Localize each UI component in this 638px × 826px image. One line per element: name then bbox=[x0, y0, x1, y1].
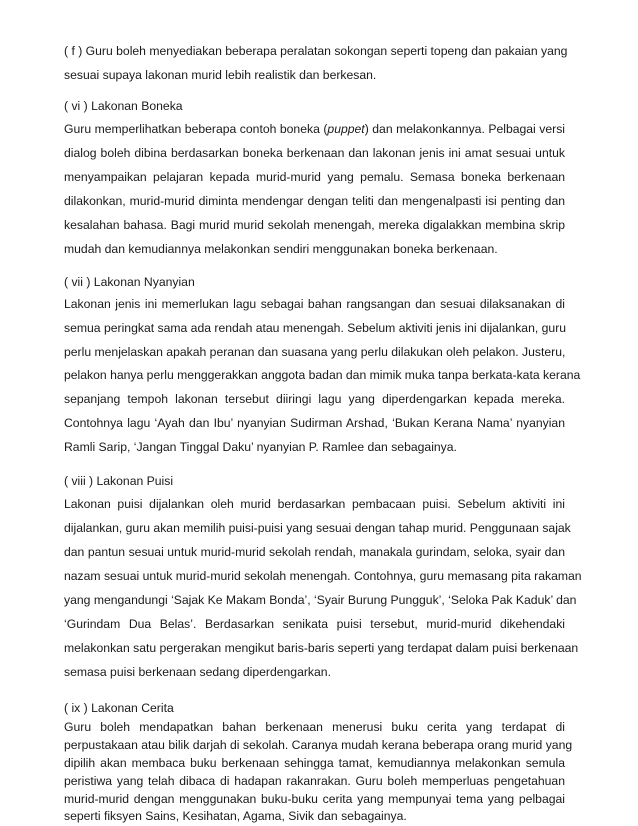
paragraph-line: dipilih akan membaca buku berkenaan sehingga tamat, kemudiannya melakonkan semula bbox=[64, 756, 565, 770]
paragraph-line: seperti fiksyen Sains, Kesihatan, Agama, Sivik dan sebagainya. bbox=[64, 809, 407, 823]
paragraph-line: kesalahan bahasa. Bagi murid murid sekolah menengah, mereka digalakkan membina skrip bbox=[64, 218, 565, 232]
paragraph-line: mudah dan kemudiannya melakonkan sendiri menggunakan boneka berkenaan. bbox=[64, 242, 498, 256]
paragraph-line: Guru memperlihatkan beberapa contoh boneka (puppet) dan melakonkannya. Pelbagai versi bbox=[64, 122, 565, 136]
paragraph-line: perpustakaan atau bilik darjah di sekolah. Caranya mudah kerana beberapa orang murid yang bbox=[64, 738, 573, 752]
section-heading: ( viii ) Lakonan Puisi bbox=[64, 474, 174, 488]
paragraph-line: yang mengandungi ‘Sajak Ke Makam Bonda’, ‘Syair Burung Pungguk’, ‘Seloka Pak Kaduk’ dan bbox=[64, 593, 577, 607]
paragraph-line: Lakonan puisi dijalankan oleh murid berdasarkan pembacaan puisi. Sebelum aktiviti ini bbox=[64, 497, 565, 511]
paragraph-line: semua peringkat sama ada rendah atau menengah. Sebelum aktiviti jenis ini dijalankan, guru bbox=[64, 321, 567, 335]
paragraph-line: melakonkan satu pergerakan mengikut baris-baris seperti yang terdapat dalam puisi berkenaan bbox=[64, 641, 579, 655]
paragraph-line: dijalankan, guru akan memilih puisi-puisi yang sesuai dengan tahap murid. Penggunaan sajak bbox=[64, 521, 571, 535]
paragraph-line: Contohnya lagu ‘Ayah dan Ibu’ nyanyian Sudirman Arshad, ‘Bukan Kerana Nama’ nyanyian bbox=[64, 416, 565, 430]
paragraph-line: dilakonkan, murid-murid diminta mendengar dengan teliti dan mengenalpasti isi penting dan bbox=[64, 194, 565, 208]
paragraph-line: pelakon hanya perlu menggerakkan anggota badan dan mimik muka tanpa berkata-kata kerana bbox=[64, 368, 581, 382]
paragraph-line: Guru boleh mendapatkan bahan berkenaan menerusi buku cerita yang terdapat di bbox=[64, 720, 565, 734]
section-heading: ( vi ) Lakonan Boneka bbox=[64, 99, 183, 113]
section-heading: ( ix ) Lakonan Cerita bbox=[64, 701, 174, 715]
paragraph-line: ‘Gurindam Dua Belas’. Berdasarkan senikata puisi tersebut, murid-murid dikehendaki bbox=[64, 617, 565, 631]
paragraph-line: dialog boleh dibina berdasarkan boneka berkenaan dan lakonan jenis ini amat sesuai untuk bbox=[64, 146, 565, 160]
paragraph-line: menyampaikan pelajaran kepada murid-murid yang pemalu. Semasa boneka berkenaan bbox=[64, 170, 565, 184]
paragraph-line: perlu menjelaskan apakah peranan dan suasana yang perlu dilakukan oleh pelakon. Justeru, bbox=[64, 345, 566, 359]
paragraph-line: murid-murid dengan menggunakan buku-buku cerita yang mempunyai tema yang pelbagai bbox=[64, 792, 565, 806]
paragraph-line: semasa puisi berkenaan sedang diperdengarkan. bbox=[64, 665, 331, 679]
paragraph-line: dan pantun sesuai untuk murid-murid sekolah rendah, manakala gurindam, seloka, syair dan bbox=[64, 545, 565, 559]
paragraph-line: peristiwa yang telah dibaca di hadapan rakanrakan. Guru boleh memperluas pengetahuan bbox=[64, 774, 565, 788]
paragraph-line: Ramli Sarip, ‘Jangan Tinggal Daku’ nyanyian P. Ramlee dan sebagainya. bbox=[64, 440, 457, 454]
paragraph-line: sepanjang tempoh lakonan tersebut diiringi lagu yang diperdengarkan kepada mereka. bbox=[64, 392, 565, 406]
paragraph-line: nazam sesuai untuk murid-murid sekolah menengah. Contohnya, guru memasang pita rakaman bbox=[64, 569, 582, 583]
paragraph-line: ( f ) Guru boleh menyediakan beberapa peralatan sokongan seperti topeng dan pakaian yang bbox=[64, 44, 568, 58]
paragraph-line: sesuai supaya lakonan murid lebih realistik dan berkesan. bbox=[64, 68, 377, 82]
italic-term: puppet bbox=[327, 122, 365, 136]
section-heading: ( vii ) Lakonan Nyanyian bbox=[64, 275, 195, 289]
paragraph-line: Lakonan jenis ini memerlukan lagu sebagai bahan rangsangan dan sesuai dilaksanakan di bbox=[64, 297, 565, 311]
